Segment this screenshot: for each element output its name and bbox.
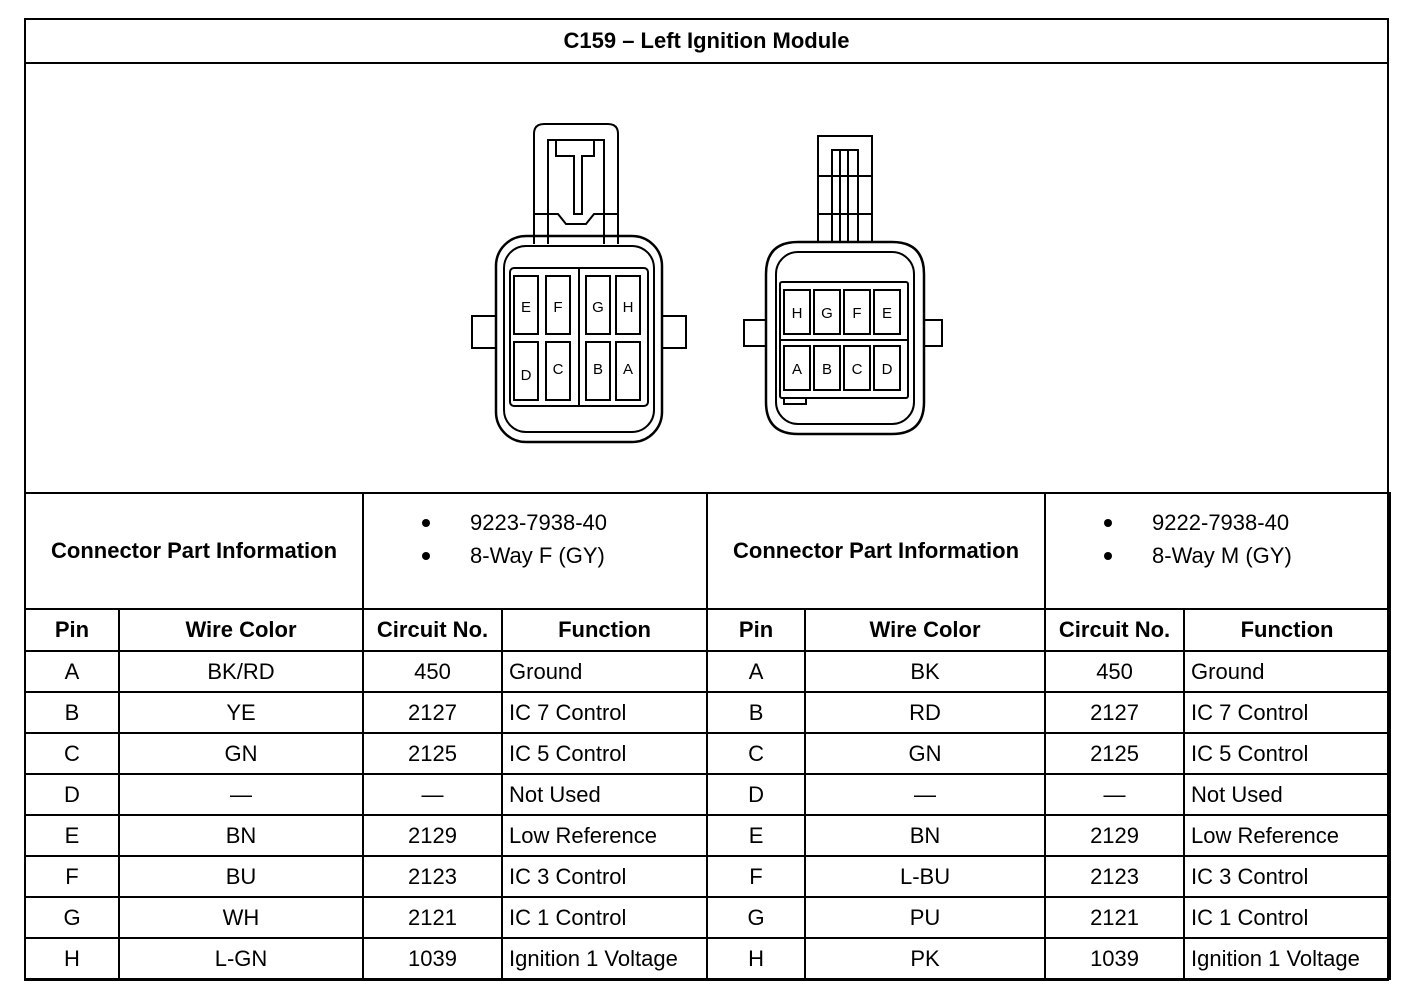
function-cell: IC 1 Control (1184, 897, 1390, 938)
function-cell: IC 3 Control (1184, 856, 1390, 897)
pin-cell: F (707, 856, 805, 897)
pin-cell: H (25, 938, 119, 979)
pin-cell: H (707, 938, 805, 979)
male-pin-label: D (881, 361, 893, 378)
pin-cell: D (25, 774, 119, 815)
male-pin-label: F (852, 305, 862, 322)
male-pin-label: C (851, 361, 863, 378)
female-pin-label: F (553, 299, 563, 316)
part-number: 9222-7938-40 (1046, 506, 1389, 539)
wire-color-cell: PU (805, 897, 1045, 938)
function-cell: Ignition 1 Voltage (1184, 938, 1390, 979)
circuit-no-cell: 2127 (1045, 692, 1184, 733)
table-row (25, 815, 1390, 856)
table-row (25, 651, 1390, 692)
function-cell: Ignition 1 Voltage (502, 938, 707, 979)
female-pin-label: B (592, 361, 604, 378)
wire-color-cell: BN (805, 815, 1045, 856)
female-pin-label: A (622, 361, 634, 378)
circuit-no-cell: 2123 (363, 856, 502, 897)
header-wire-color: Wire Color (119, 609, 363, 651)
male-pin-label: B (821, 361, 833, 378)
function-cell: IC 7 Control (1184, 692, 1390, 733)
pin-cell: B (707, 692, 805, 733)
connector-info-label: Connector Part Information (25, 493, 363, 609)
function-cell: IC 5 Control (502, 733, 707, 774)
pin-cell: C (707, 733, 805, 774)
header-circuit-no: Circuit No. (363, 609, 502, 651)
function-cell: IC 1 Control (502, 897, 707, 938)
connector-diagrams (26, 64, 1387, 494)
function-cell: IC 5 Control (1184, 733, 1390, 774)
wire-color-cell: RD (805, 692, 1045, 733)
wire-color-cell: BK/RD (119, 651, 363, 692)
pin-cell: A (707, 651, 805, 692)
header-wire-color: Wire Color (805, 609, 1045, 651)
circuit-no-cell: 1039 (363, 938, 502, 979)
female-pin-label: H (622, 299, 634, 316)
female-pin-label: G (592, 299, 604, 316)
circuit-no-cell: 2125 (1045, 733, 1184, 774)
circuit-no-cell: 2123 (1045, 856, 1184, 897)
wire-color-cell: BK (805, 651, 1045, 692)
function-cell: Not Used (502, 774, 707, 815)
pin-cell: F (25, 856, 119, 897)
pin-cell: G (707, 897, 805, 938)
male-pin-label: A (791, 361, 803, 378)
table-row (25, 774, 1390, 815)
circuit-no-cell: 2125 (363, 733, 502, 774)
connector-info-row (25, 493, 1390, 609)
circuit-no-cell: 1039 (1045, 938, 1184, 979)
pin-cell: B (25, 692, 119, 733)
pin-cell: D (707, 774, 805, 815)
connector-type: 8-Way M (GY) (1046, 539, 1389, 572)
wire-color-cell: WH (119, 897, 363, 938)
circuit-no-cell: 2129 (363, 815, 502, 856)
wire-color-cell: BN (119, 815, 363, 856)
function-cell: Ground (502, 651, 707, 692)
connector-type: 8-Way F (GY) (364, 539, 706, 572)
wire-color-cell: L-GN (119, 938, 363, 979)
function-cell: IC 7 Control (502, 692, 707, 733)
table-row (25, 733, 1390, 774)
wire-color-cell: L-BU (805, 856, 1045, 897)
female-pin-label: E (520, 299, 532, 316)
header-circuit-no: Circuit No. (1045, 609, 1184, 651)
male-connector-drawing (744, 136, 942, 434)
header-pin: Pin (25, 609, 119, 651)
circuit-no-cell: 2121 (1045, 897, 1184, 938)
wire-color-cell: YE (119, 692, 363, 733)
wire-color-cell: — (119, 774, 363, 815)
page-title: C159 – Left Ignition Module (26, 20, 1387, 64)
pin-cell: G (25, 897, 119, 938)
connector-diagram-area (26, 64, 1387, 494)
function-cell: Not Used (1184, 774, 1390, 815)
header-function: Function (1184, 609, 1390, 651)
connector-sheet (24, 18, 1389, 981)
circuit-no-cell: 450 (1045, 651, 1184, 692)
circuit-no-cell: — (1045, 774, 1184, 815)
table-row (25, 938, 1390, 979)
pin-cell: C (25, 733, 119, 774)
pinout-table (24, 492, 1391, 980)
pin-cell: E (25, 815, 119, 856)
female-pin-cavities (514, 276, 640, 400)
wire-color-cell: — (805, 774, 1045, 815)
function-cell: IC 3 Control (502, 856, 707, 897)
header-function: Function (502, 609, 707, 651)
circuit-no-cell: 2129 (1045, 815, 1184, 856)
connector-part-info (363, 493, 707, 609)
function-cell: Low Reference (502, 815, 707, 856)
part-number: 9223-7938-40 (364, 506, 706, 539)
circuit-no-cell: 2121 (363, 897, 502, 938)
table-header-row (25, 609, 1390, 651)
pin-cell: A (25, 651, 119, 692)
male-pin-label: G (821, 305, 833, 322)
function-cell: Low Reference (1184, 815, 1390, 856)
male-pin-label: E (881, 305, 893, 322)
connector-info-label: Connector Part Information (707, 493, 1045, 609)
wire-color-cell: GN (119, 733, 363, 774)
table-row (25, 692, 1390, 733)
pin-cell: E (707, 815, 805, 856)
function-cell: Ground (1184, 651, 1390, 692)
wire-color-cell: GN (805, 733, 1045, 774)
female-pin-label: D (520, 367, 532, 384)
table-row (25, 897, 1390, 938)
female-pin-label: C (552, 361, 564, 378)
circuit-no-cell: 450 (363, 651, 502, 692)
circuit-no-cell: 2127 (363, 692, 502, 733)
female-connector-drawing (472, 124, 686, 442)
table-row (25, 856, 1390, 897)
circuit-no-cell: — (363, 774, 502, 815)
wire-color-cell: BU (119, 856, 363, 897)
header-pin: Pin (707, 609, 805, 651)
wire-color-cell: PK (805, 938, 1045, 979)
connector-part-info (1045, 493, 1390, 609)
male-pin-label: H (791, 305, 803, 322)
